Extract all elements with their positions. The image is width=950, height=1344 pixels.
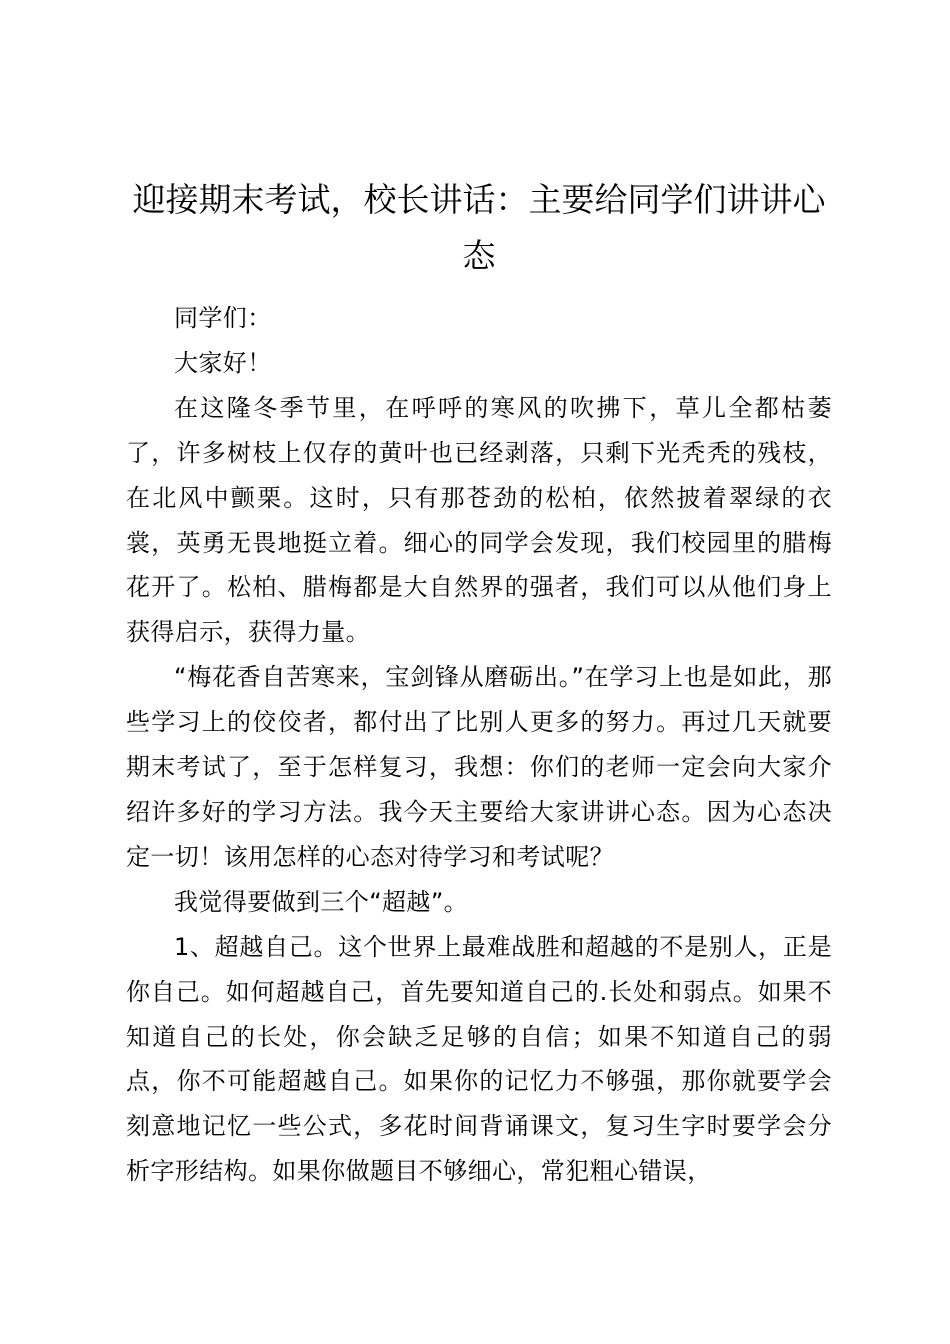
paragraph-greeting: 同学们： — [174, 304, 272, 332]
paragraph-hello: 大家好！ — [174, 348, 272, 377]
paragraph-winter: 在这隆冬季节里，在呼呼的寒风的吹拂下，草儿全都枯萎了，许多树枝上仅存的黄叶也已经剥落，只剩下光秃秃的残枝，在北风中颤栗。这时，只有那苍劲的松柏，依然披着翠绿的衣裳，英勇无畏地挺立着。细心的同学会发现，我们校园里的腊梅花开了。松柏、腊梅都是大自然界的强者，我们可以从他们身上获得启示，获得力量。 — [126, 393, 832, 647]
paragraph-plum-blossom: “梅花香自苦寒来，宝剑锋从磨砺出。”在学习上也是如此，那些学习上的佼佼者，都付出了比别人更多的努力。再过几天就要期末考试了，至于怎样复习，我想：你们的老师一定会向大家介绍许多好的学习方法。我今天主要给大家讲讲心态。因为心态决定一切！该用怎样的心态对待学习和考试呢？ — [126, 663, 832, 871]
document-page — [126, 172, 832, 1194]
paragraph-three-surpass: 我觉得要做到三个“超越”。 — [174, 887, 469, 916]
paragraph-surpass-self: 1、超越自己。这个世界上最难战胜和超越的不是别人，正是你自己。如何超越自己，首先要知道自己的.长处和弱点。如果不知道自己的长处，你会缺乏足够的自信；如果不知道自己的弱点，你不可能超越自己。如果你的记忆力不够强，那你就要学会刻意地记忆一些公式，多花时间背诵课文，复习生字时要学会分析字形结构。如果你做题目不够细心，常犯粗心错误， — [126, 932, 832, 1186]
document-body — [126, 296, 832, 1194]
document-title: 迎接期末考试，校长讲话：主要给同学们讲讲心态 — [132, 180, 826, 275]
